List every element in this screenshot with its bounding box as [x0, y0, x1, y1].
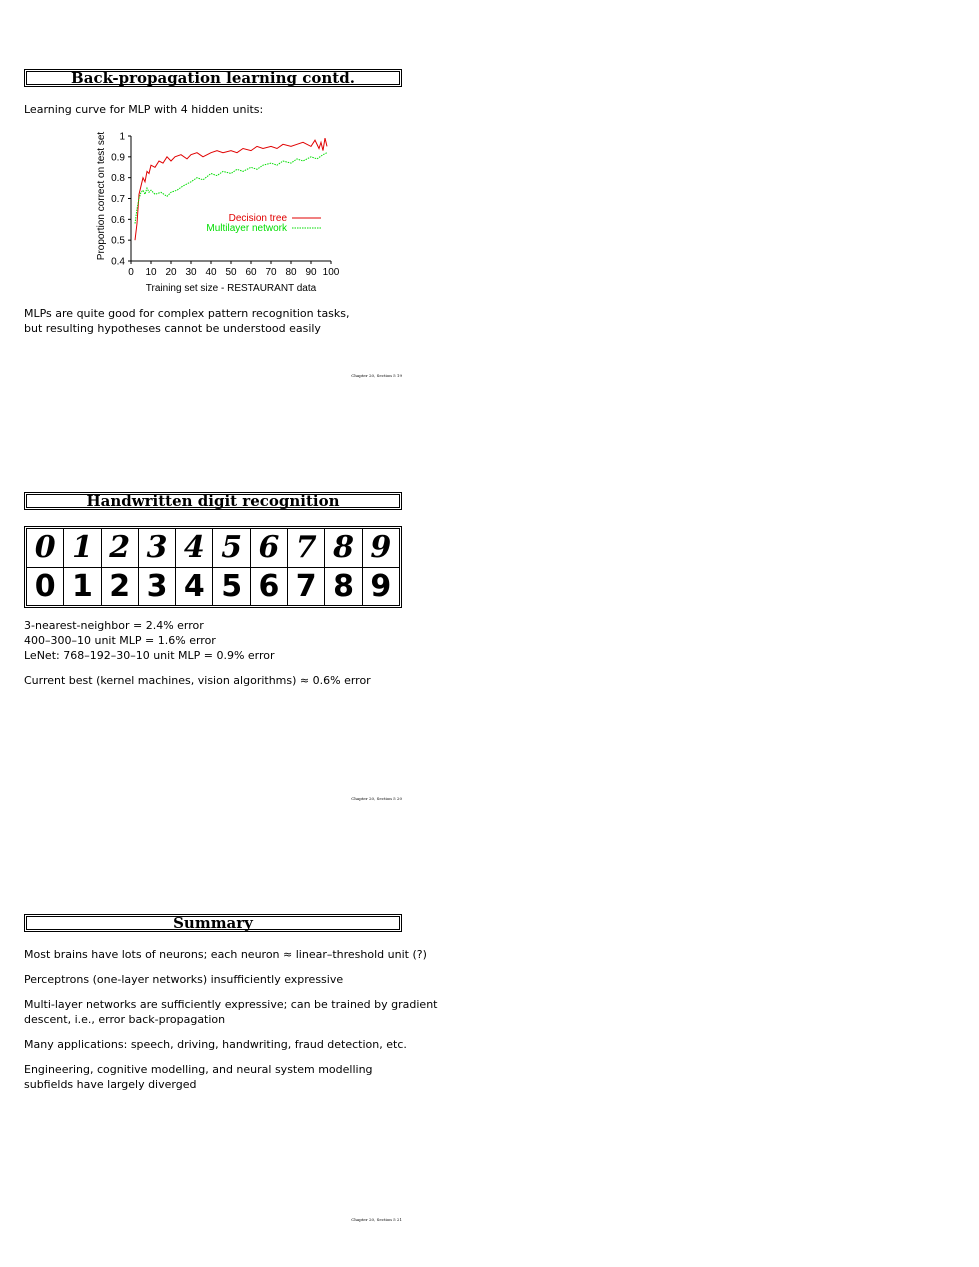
- digit-row-hard: [27, 567, 399, 606]
- digit-cell: 3: [138, 529, 175, 567]
- body-line-2: but resulting hypotheses cannot be understood easily: [24, 322, 321, 335]
- x-axis-label: Training set size - RESTAURANT data: [145, 283, 317, 294]
- x-tick-label: 30: [185, 267, 197, 278]
- slide-footer: Chapter 20, Section 5 19: [351, 373, 402, 378]
- legend-label: Decision tree: [228, 213, 287, 224]
- digit-cell: 3: [138, 568, 175, 606]
- slide-title: Handwritten digit recognition: [24, 492, 402, 510]
- summary-line: Multi-layer networks are sufficiently expressive; can be trained by gradient: [24, 998, 438, 1011]
- summary-line: subfields have largely diverged: [24, 1078, 197, 1091]
- result-line: 3-nearest-neighbor = 2.4% error: [24, 619, 204, 632]
- slide-19: [24, 69, 402, 381]
- chart-legend: [206, 213, 321, 234]
- x-tick-label: 50: [225, 267, 237, 278]
- digit-cell: 0: [34, 530, 56, 565]
- digit-cell: 4: [175, 529, 212, 567]
- digit-row-clean: [27, 529, 399, 567]
- summary-line: Many applications: speech, driving, handwriting, fraud detection, etc.: [24, 1038, 407, 1051]
- digit-cell: 8: [324, 529, 361, 567]
- x-tick-label: 20: [165, 267, 177, 278]
- summary-line: Most brains have lots of neurons; each neuron ≈ linear–threshold unit (?): [24, 948, 427, 961]
- digit-cell: 7: [287, 568, 324, 606]
- digit-grid: [24, 526, 402, 608]
- x-tick-label: 100: [322, 267, 340, 278]
- y-tick-label: 0.9: [111, 152, 125, 164]
- x-tick-label: 90: [305, 267, 317, 278]
- summary-line: descent, i.e., error back-propagation: [24, 1013, 226, 1026]
- result-line: 400–300–10 unit MLP = 1.6% error: [24, 634, 216, 647]
- slide-intro: Learning curve for MLP with 4 hidden units:: [24, 103, 264, 116]
- digit-cell: 5: [212, 529, 249, 567]
- x-tick-label: 80: [285, 267, 297, 278]
- y-axis-label: Proportion correct on test set: [96, 131, 107, 261]
- slide-title: Back-propagation learning contd.: [24, 69, 402, 87]
- digit-cell: 0: [34, 569, 56, 604]
- x-tick-label: 70: [265, 267, 277, 278]
- summary-line: Perceptrons (one-layer networks) insufficiently expressive: [24, 973, 344, 986]
- slide-footer: Chapter 20, Section 5 21: [351, 1217, 402, 1222]
- summary-line: Engineering, cognitive modelling, and neural system modelling: [24, 1063, 373, 1076]
- digit-cell: 6: [250, 529, 287, 567]
- digit-cell: 9: [362, 568, 399, 606]
- digit-cell: 9: [362, 529, 399, 567]
- slide-21: [24, 914, 438, 1226]
- x-tick-label: 40: [205, 267, 217, 278]
- result-line: LeNet: 768–192–30–10 unit MLP = 0.9% error: [24, 649, 275, 662]
- legend-label: Multilayer network: [206, 223, 287, 234]
- body-line-1: MLPs are quite good for complex pattern recognition tasks,: [24, 307, 350, 320]
- y-tick-label: 0.6: [111, 214, 125, 226]
- y-tick-label: 0.7: [111, 194, 125, 205]
- digit-cell: 1: [63, 568, 100, 606]
- digit-cell: 1: [63, 529, 100, 567]
- digit-cell: 2: [101, 529, 138, 567]
- chart-axes: [111, 132, 340, 279]
- slide-title: Summary: [24, 914, 402, 932]
- digit-cell: 8: [324, 568, 361, 606]
- slide-footer: Chapter 20, Section 5 20: [351, 796, 402, 801]
- x-tick-label: 0: [128, 267, 134, 278]
- digit-cell: 2: [101, 568, 138, 606]
- x-tick-label: 60: [245, 267, 257, 278]
- y-tick-label: 1: [119, 131, 125, 143]
- digit-cell: 6: [250, 568, 287, 606]
- slide-20: [24, 492, 402, 804]
- y-tick-label: 0.4: [111, 256, 125, 268]
- y-tick-label: 0.8: [111, 173, 125, 185]
- digit-cell: 5: [212, 568, 249, 606]
- digit-cell: 4: [175, 568, 212, 606]
- digit-cell: 7: [287, 529, 324, 567]
- y-tick-label: 0.5: [111, 235, 125, 247]
- x-tick-label: 10: [145, 267, 157, 278]
- result-line: Current best (kernel machines, vision algorithms) ≈ 0.6% error: [24, 674, 371, 687]
